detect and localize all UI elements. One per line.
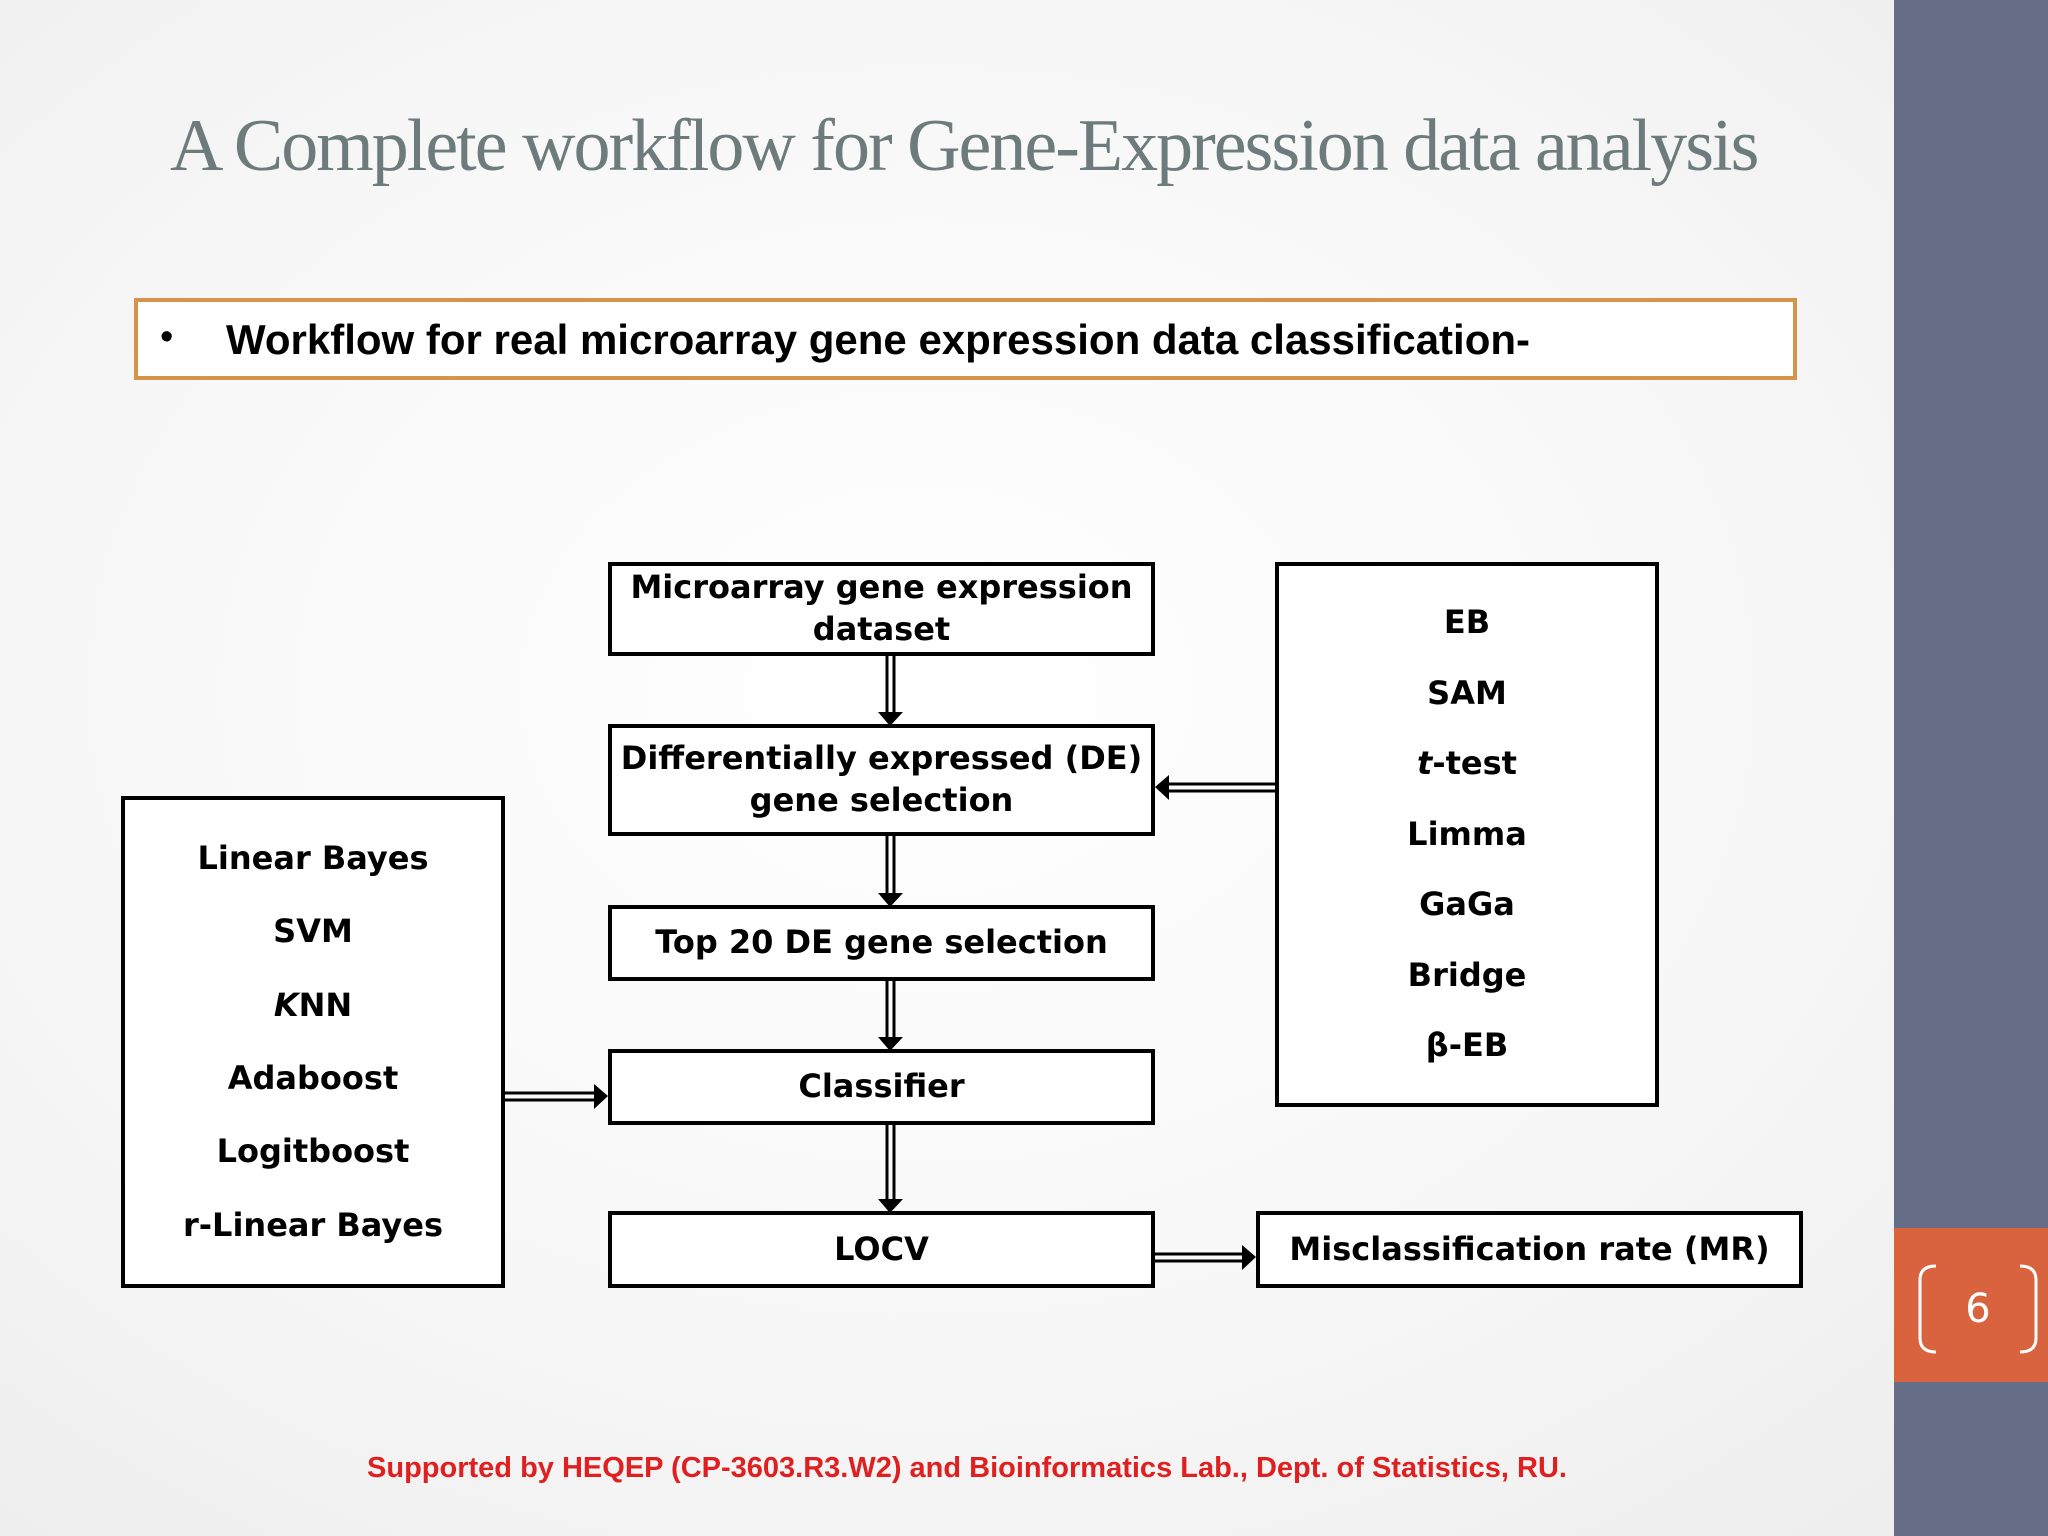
method-gaga: GaGa	[1419, 885, 1515, 924]
method-beta-eb: β-EB	[1425, 1025, 1509, 1064]
arrow-classifiers-to-classifier	[505, 1084, 608, 1109]
mr-box	[1256, 1211, 1803, 1288]
classifier-linear-bayes: Linear Bayes	[197, 838, 429, 877]
page-number: 6	[1965, 1286, 1991, 1332]
footer-credit: Supported by HEQEP (CP-3603.R3.W2) and Bioinformatics Lab., Dept. of Statistics, RU.	[367, 1452, 1567, 1484]
classifiers-list-box	[121, 796, 505, 1288]
bullet-box	[134, 298, 1797, 380]
top20-label: Top 20 DE gene selection	[655, 923, 1108, 962]
method-limma: Limma	[1407, 814, 1527, 853]
method-sam: SAM	[1427, 673, 1507, 712]
de-selection-box	[608, 724, 1155, 836]
mr-label: Misclassification rate (MR)	[1289, 1229, 1770, 1268]
method-t-test-italic: t	[1417, 744, 1433, 783]
dataset-label-line2: dataset	[812, 610, 951, 648]
classifier-logitboost: Logitboost	[216, 1132, 410, 1171]
classifier-adaboost: Adaboost	[227, 1058, 399, 1097]
classifier-svm: SVM	[273, 912, 353, 951]
classifier-box	[608, 1049, 1155, 1125]
method-bridge: Bridge	[1407, 955, 1527, 994]
classifier-label: Classifier	[798, 1067, 965, 1106]
arrow-locv-to-mr	[1155, 1245, 1256, 1270]
top20-box	[608, 905, 1155, 981]
bullet-symbol: •	[160, 316, 174, 358]
de-methods-list-box	[1275, 562, 1659, 1107]
dataset-box	[608, 562, 1155, 656]
bullet-text: Workflow for real microarray gene expression data classification-	[226, 316, 1531, 363]
arrow-methods-to-de	[1155, 775, 1275, 800]
dataset-label-line1: Microarray gene expression	[630, 568, 1133, 607]
method-eb: EB	[1443, 603, 1491, 642]
page-number-tab	[1894, 1228, 2048, 1382]
arrow-top20-to-classifier	[878, 981, 903, 1051]
arrow-de-to-top20	[878, 836, 903, 907]
locv-label: LOCV	[834, 1229, 929, 1268]
method-t-test	[1417, 743, 1517, 785]
arrow-dataset-to-de	[878, 656, 903, 726]
locv-box	[608, 1211, 1155, 1288]
method-t-test-rest: -test	[1432, 744, 1517, 783]
arrow-classifier-to-locv	[878, 1125, 903, 1213]
de-selection-label-line1: Differentially expressed (DE)	[620, 739, 1143, 778]
classifier-knn: KNN	[273, 985, 353, 1024]
slide-title: A Complete workflow for Gene-Expression data analysis	[170, 105, 1758, 187]
de-selection-label-line2: gene selection	[749, 781, 1014, 819]
classifier-r-linear-bayes: r-Linear Bayes	[182, 1205, 444, 1244]
